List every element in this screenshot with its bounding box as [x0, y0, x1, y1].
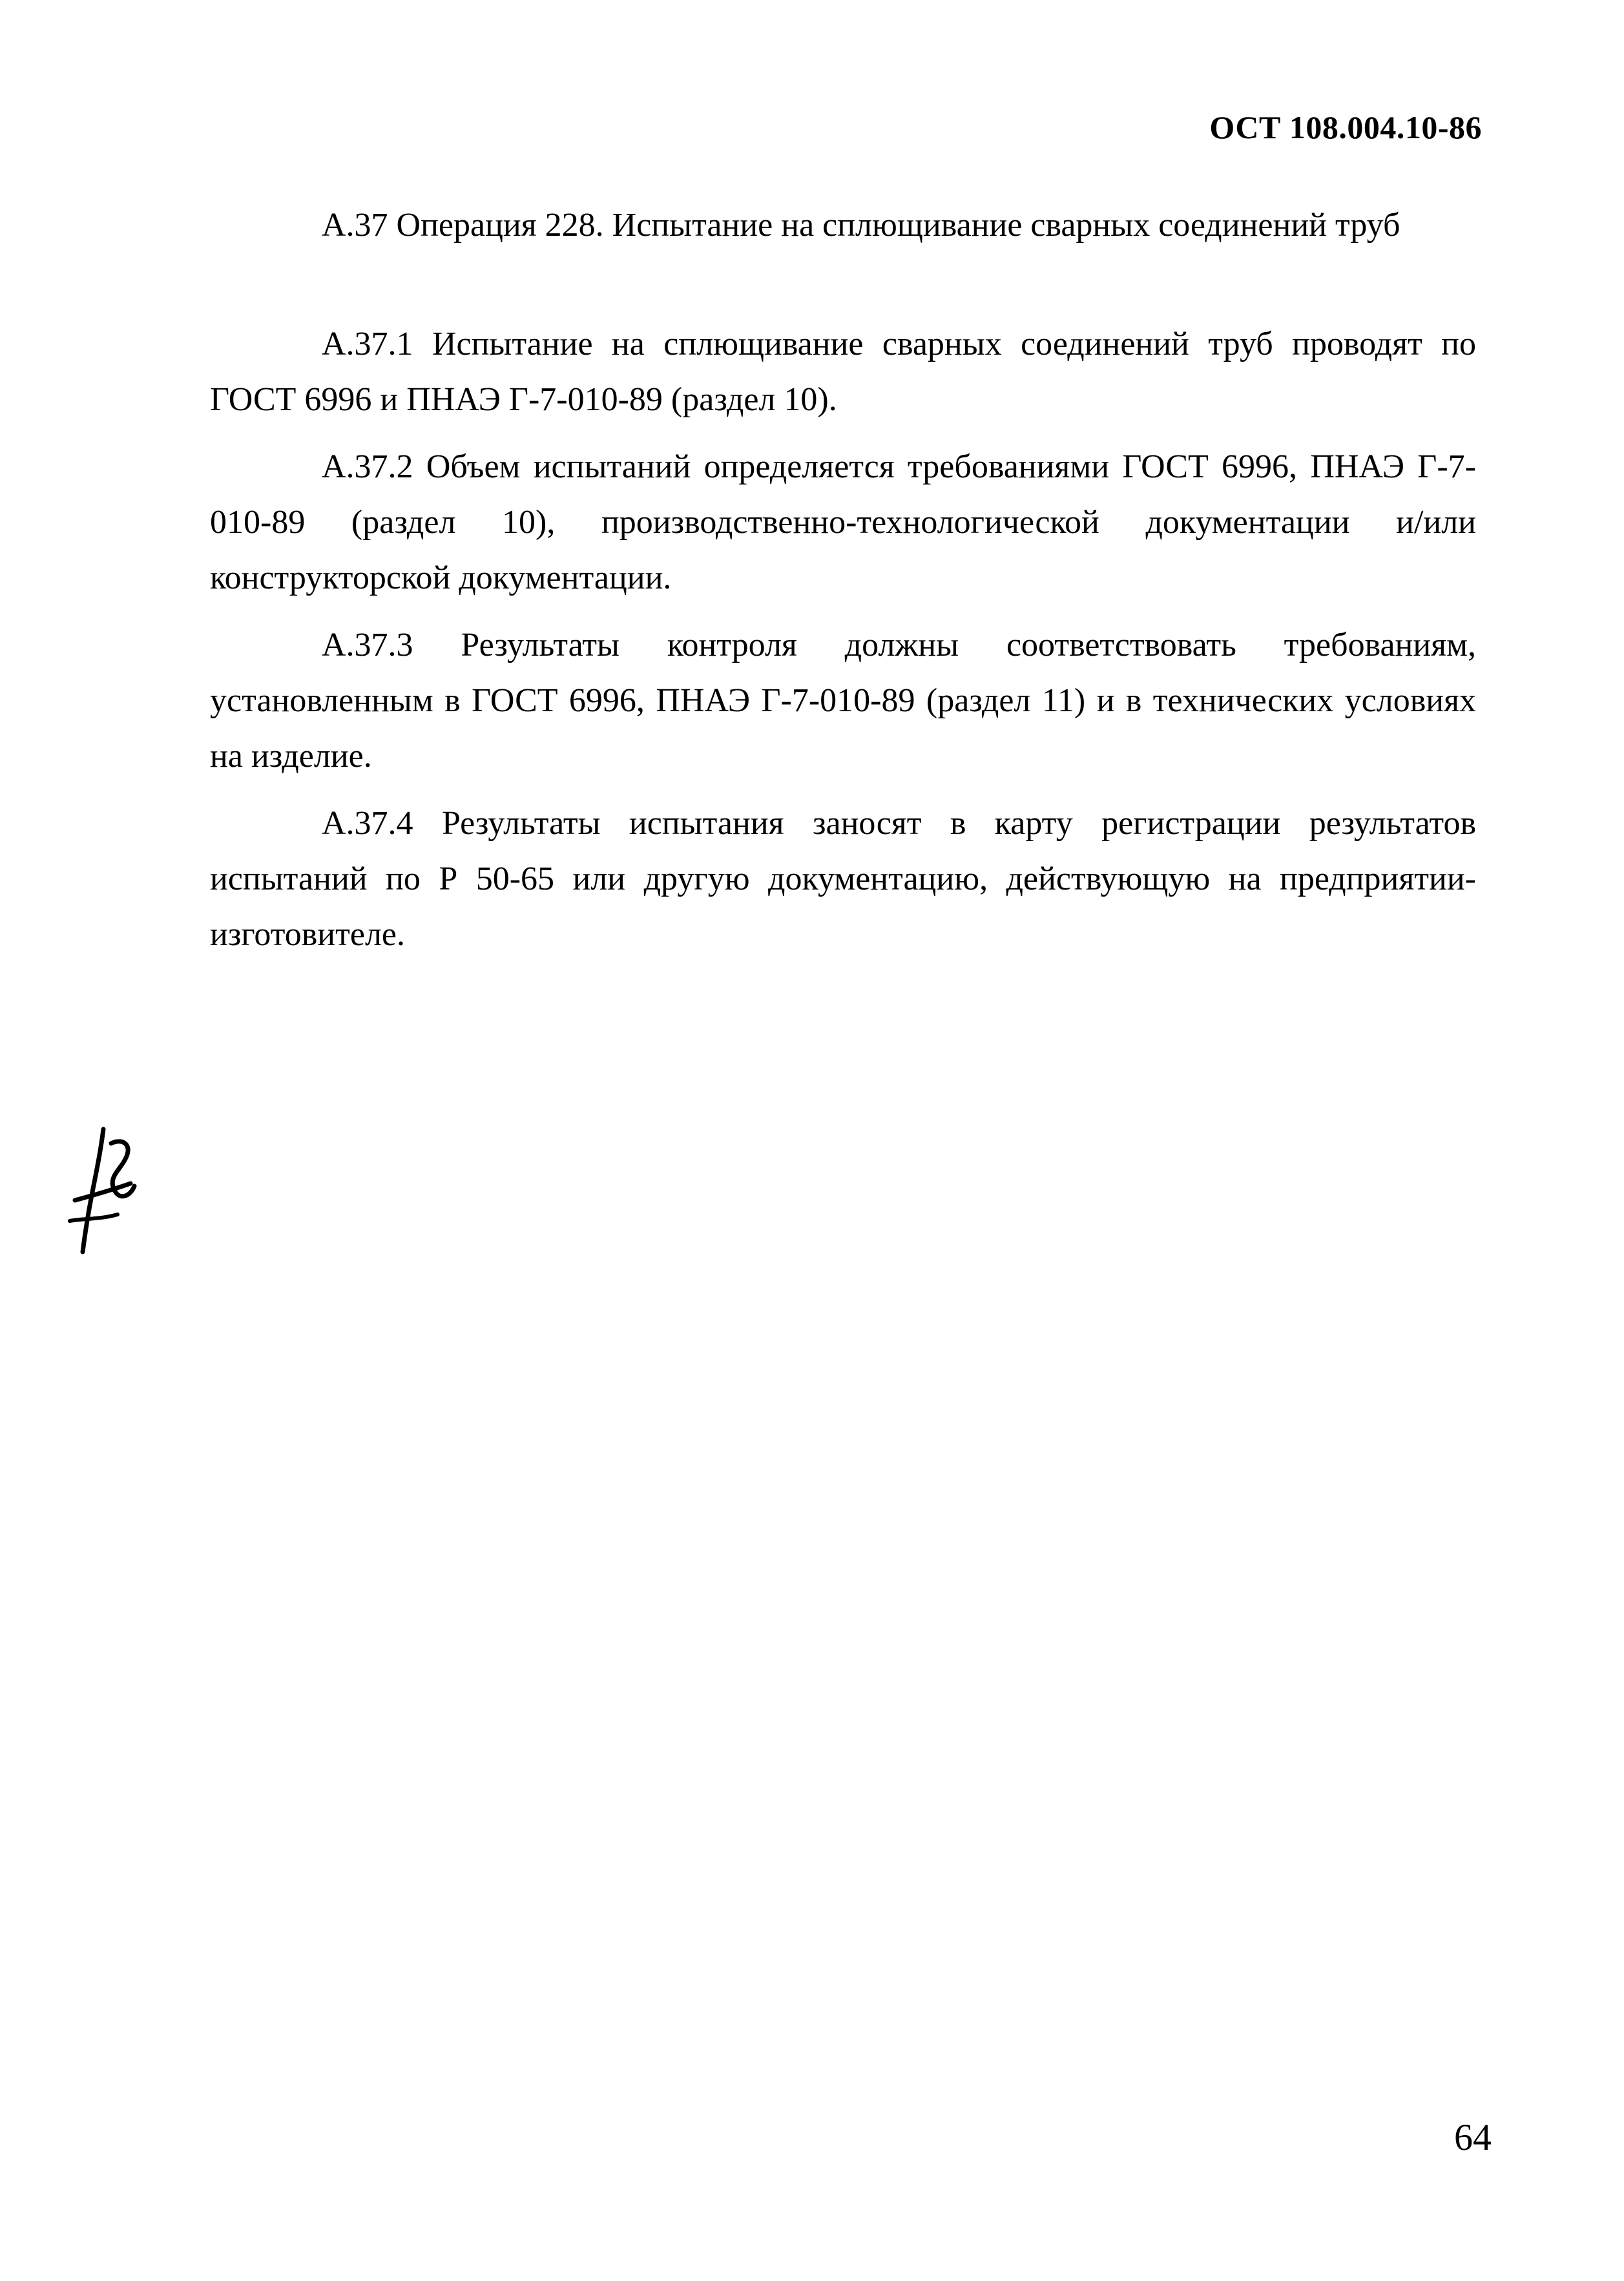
page-number: 64: [1454, 2116, 1492, 2158]
handwritten-signature: [63, 1124, 141, 1260]
paragraph-a37-4: А.37.4 Результаты испытания заносят в карту регистрации результатов испытаний по Р 50-65 или другую документацию, действующую на предприятии-изготовителе.: [210, 805, 1476, 953]
section-title: А.37 Операция 228. Испытание на сплющивание сварных соединений труб: [322, 207, 1400, 244]
body-text: [210, 317, 1476, 974]
document-code: ОСТ 108.004.10-86: [1209, 109, 1482, 145]
paragraph-a37-2: А.37.2 Объем испытаний определяется требованиями ГОСТ 6996, ПНАЭ Г-7-010-89 (раздел 10), производственно-технологической документации и/или конструкторской документации.: [210, 448, 1476, 596]
paragraph-a37-1: А.37.1 Испытание на сплющивание сварных соединений труб проводят по ГОСТ 6996 и ПНАЭ Г-7-010-89 (раздел 10).: [210, 326, 1476, 418]
paragraph-a37-3: А.37.3 Результаты контроля должны соответствовать требованиям, установленным в ГОСТ 6996, ПНАЭ Г-7-010-89 (раздел 11) и в технических условиях на изделие.: [210, 627, 1476, 775]
